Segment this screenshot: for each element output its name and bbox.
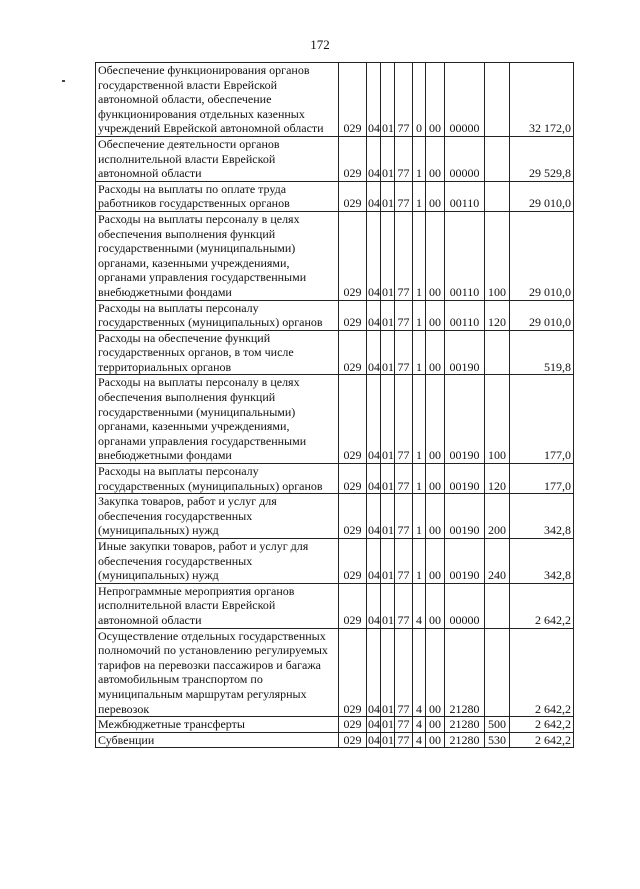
program-code-cell: 77 [395,181,413,211]
item-name: Расходы на выплаты персоналу государственных (муниципальных) органов [98,300,323,330]
subsection-code-cell: 01 [381,211,395,300]
subprogram-code-cell: 0 [413,63,426,137]
expense-type-cell: 120 [485,300,510,330]
item-name: Расходы на выплаты персоналу в целях обеспечения выполнения функций государственными (муниципальными) органами, казенными учреждениями, органами управления государственными внебюджетными фондами [98,375,307,463]
group-code-cell: 00 [426,211,445,300]
item-name-cell [96,300,339,330]
section-code-cell: 04 [367,464,381,494]
amount-cell: 2 642,2 [510,628,574,717]
item-name: Расходы на выплаты по оплате труда работников государственных органов [98,181,290,211]
direction-code-cell: 00110 [445,181,485,211]
program-code-cell: 77 [395,732,413,748]
item-name-cell [96,211,339,300]
direction-code-cell: 00190 [445,330,485,375]
amount-cell: 29 010,0 [510,211,574,300]
table-row [96,375,574,464]
subprogram-code-cell: 4 [413,583,426,628]
expense-type-cell: 100 [485,375,510,464]
program-code-cell: 77 [395,717,413,733]
program-code-cell: 77 [395,628,413,717]
program-code-cell: 77 [395,330,413,375]
budget-table-body [96,63,574,748]
subprogram-code-cell: 1 [413,300,426,330]
table-row [96,211,574,300]
grbs-code-cell: 029 [339,300,367,330]
item-name-cell [96,717,339,733]
group-code-cell: 00 [426,330,445,375]
table-row [96,464,574,494]
amount-cell: 342,8 [510,494,574,539]
subsection-code-cell: 01 [381,494,395,539]
direction-code-cell: 00190 [445,375,485,464]
group-code-cell: 00 [426,181,445,211]
subprogram-code-cell: 1 [413,494,426,539]
grbs-code-cell: 029 [339,628,367,717]
item-name: Непрограммные мероприятия органов исполнительной власти Еврейской автономной области [98,583,295,627]
subsection-code-cell: 01 [382,732,394,747]
direction-code-cell: 21280 [445,717,485,733]
expense-type-cell [485,136,510,181]
item-name: Расходы на выплаты персоналу государственных (муниципальных) органов [98,464,323,493]
amount-cell: 2 642,2 [510,732,574,748]
grbs-code-cell: 029 [339,330,367,375]
subprogram-code-cell: 1 [413,464,426,494]
direction-code-cell: 21280 [445,732,485,748]
expense-type-cell: 120 [485,464,510,494]
item-name: Осуществление отдельных государственных полномочий по установлению регулируемых тарифов на перевозки пассажиров и багажа автомобильным транспортом по муниципальным маршрутам регулярных перевозок [98,628,328,716]
item-name-cell [96,583,339,628]
page-number: 172 [310,37,330,52]
section-code-cell: 04 [367,628,381,717]
section-code-cell: 04 [367,375,381,464]
program-code-cell: 77 [395,539,413,584]
item-name-cell [96,732,339,748]
item-name: Обеспечение функционирования органов государственной власти Еврейской автономной области, обеспечение функционирования отдельных казенных учреждений Еврейской автономной области [98,63,324,136]
amount-cell: 177,0 [510,375,574,464]
expense-type-cell: 240 [485,539,510,584]
program-code-cell: 77 [395,136,413,181]
grbs-code-cell: 029 [339,181,367,211]
group-code-cell: 00 [426,583,445,628]
amount-cell: 177,0 [510,464,574,494]
program-code-cell: 77 [395,464,413,494]
item-name: Субвенции [98,732,155,747]
amount-cell: 2 642,2 [510,583,574,628]
group-code-cell: 00 [426,300,445,330]
subsection-code-cell: 01 [381,330,395,375]
grbs-code-cell: 029 [339,136,367,181]
table-row [96,330,574,375]
item-name: Расходы на выплаты персоналу в целях обеспечения выполнения функций государственными (муниципальными) органами, казенными учреждениями, органами управления государственными внебюджетными фондами [98,211,307,299]
section-code-cell: 04 [367,136,381,181]
section-code-cell: 04 [368,717,380,732]
table-row [96,583,574,628]
expense-type-cell: 500 [485,717,510,733]
table-row [96,494,574,539]
expense-type-cell [485,628,510,717]
subsection-code-cell: 01 [381,136,395,181]
item-name-cell [96,330,339,375]
direction-code-cell: 00190 [445,464,485,494]
group-code-cell: 00 [426,539,445,584]
section-code-cell: 04 [367,211,381,300]
table-row [96,539,574,584]
direction-code-cell: 00000 [445,583,485,628]
subprogram-code-cell: 1 [413,136,426,181]
subsection-code-cell: 01 [381,375,395,464]
group-code-cell: 00 [426,717,445,733]
subsection-code-cell: 01 [381,181,395,211]
section-code-cell: 04 [367,181,381,211]
grbs-code-cell: 029 [339,494,367,539]
subprogram-code-cell: 1 [413,211,426,300]
subprogram-code-cell: 4 [413,628,426,717]
amount-cell: 519,8 [510,330,574,375]
amount-cell: 29 010,0 [510,181,574,211]
program-code-cell: 77 [395,375,413,464]
grbs-code-cell: 029 [339,375,367,464]
subsection-code-cell: 01 [381,583,395,628]
item-name-cell [96,628,339,717]
amount-cell: 29 010,0 [510,300,574,330]
subsection-code-cell: 01 [382,717,394,732]
direction-code-cell: 00000 [445,63,485,137]
table-row [96,136,574,181]
item-name: Расходы на обеспечение функций государственных органов, в том числе территориальных органов [98,330,294,374]
direction-code-cell: 00000 [445,136,485,181]
group-code-cell: 00 [426,732,445,748]
budget-table [95,62,574,748]
grbs-code-cell: 029 [339,583,367,628]
item-name: Обеспечение деятельности органов исполнительной власти Еврейской автономной области [98,136,280,181]
group-code-cell: 00 [426,628,445,717]
group-code-cell: 00 [426,375,445,464]
amount-cell: 2 642,2 [510,717,574,733]
subprogram-code-cell: 4 [413,732,426,748]
item-name-cell [96,375,339,464]
section-code-cell: 04 [367,583,381,628]
program-code-cell: 77 [395,583,413,628]
expense-type-cell: 100 [485,211,510,300]
item-name-cell [96,136,339,181]
section-code-cell: 04 [367,300,381,330]
table-row [96,717,574,733]
amount-cell: 32 172,0 [510,63,574,137]
direction-code-cell: 00110 [445,211,485,300]
program-code-cell: 77 [395,494,413,539]
grbs-code-cell: 029 [339,732,367,748]
direction-code-cell: 00190 [445,494,485,539]
subprogram-code-cell: 1 [413,181,426,211]
subprogram-code-cell: 4 [413,717,426,733]
item-name: Межбюджетные трансферты [98,717,245,732]
expense-type-cell: 200 [485,494,510,539]
amount-cell: 29 529,8 [510,136,574,181]
subprogram-code-cell: 1 [413,330,426,375]
scan-artifact-mark [62,80,65,82]
item-name-cell [96,464,339,494]
group-code-cell: 00 [426,63,445,137]
section-code-cell: 04 [367,494,381,539]
table-row [96,181,574,211]
expense-type-cell [485,583,510,628]
expense-type-cell: 530 [485,732,510,748]
section-code-cell: 04 [367,63,381,137]
direction-code-cell: 21280 [445,628,485,717]
amount-cell: 342,8 [510,539,574,584]
direction-code-cell: 00110 [445,300,485,330]
table-row [96,300,574,330]
section-code-cell: 04 [368,732,380,747]
table-row [96,63,574,137]
group-code-cell: 00 [426,494,445,539]
grbs-code-cell: 029 [339,464,367,494]
group-code-cell: 00 [426,464,445,494]
table-row [96,628,574,717]
grbs-code-cell: 029 [339,539,367,584]
direction-code-cell: 00190 [445,539,485,584]
subsection-code-cell: 01 [381,628,395,717]
item-name-cell [96,539,339,584]
item-name-cell [96,494,339,539]
group-code-cell: 00 [426,136,445,181]
section-code-cell: 04 [367,539,381,584]
program-code-cell: 77 [395,63,413,137]
item-name: Закупка товаров, работ и услуг для обеспечения государственных (муниципальных) нужд [98,494,277,538]
grbs-code-cell: 029 [339,63,367,137]
table-row [96,732,574,748]
item-name-cell [96,63,339,137]
grbs-code-cell: 029 [339,717,367,733]
item-name-cell [96,181,339,211]
item-name: Иные закупки товаров, работ и услуг для обеспечения государственных (муниципальных) нужд [98,539,309,583]
section-code-cell: 04 [367,330,381,375]
expense-type-cell [485,181,510,211]
program-code-cell: 77 [395,211,413,300]
subsection-code-cell: 01 [381,464,395,494]
program-code-cell: 77 [395,300,413,330]
subsection-code-cell: 01 [381,539,395,584]
subprogram-code-cell: 1 [413,375,426,464]
subprogram-code-cell: 1 [413,539,426,584]
expense-type-cell [485,330,510,375]
expense-type-cell [485,63,510,137]
subsection-code-cell: 01 [381,63,395,137]
subsection-code-cell: 01 [381,300,395,330]
grbs-code-cell: 029 [339,211,367,300]
